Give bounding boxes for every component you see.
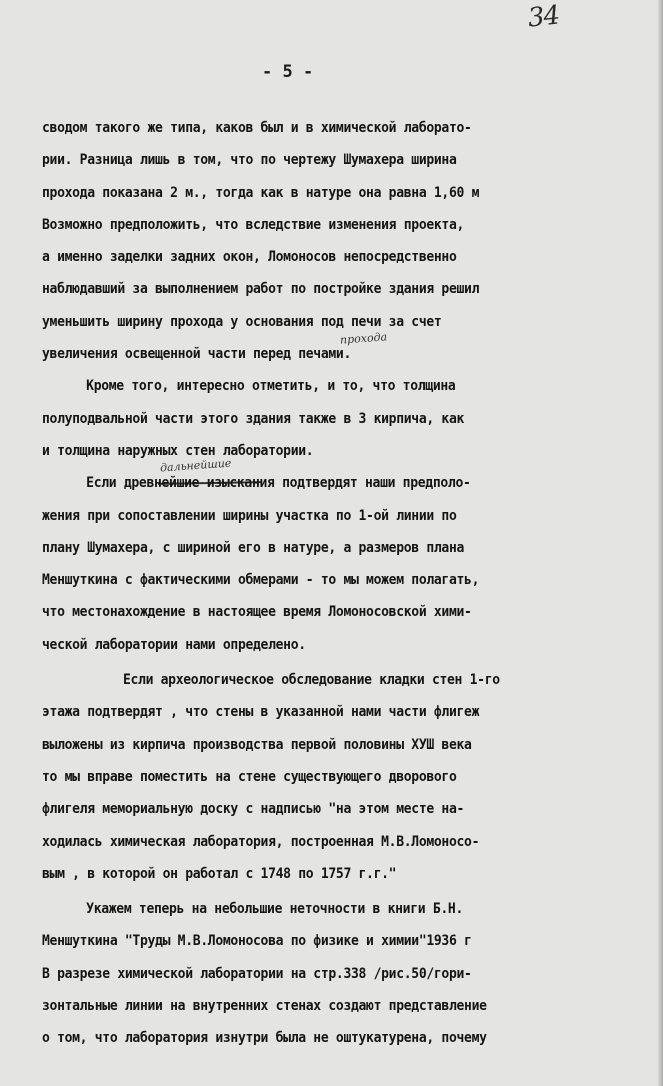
handwritten-annotation-prohoda: прохода [339,330,388,347]
text-line: Возможно предположить, что вследствие изменения проекта, [42,216,465,233]
text-line: и толщина наружных стен лаборатории. [42,442,314,459]
text-line: увеличения освещенной части перед печами. [42,346,351,363]
text-line: прохода показана 2 м., тогда как в натуре она равна 1,60 м [42,184,480,201]
text-line: наблюдавший за выполнением работ по постройке здания решил [42,281,480,298]
text-line: В разрезе химической лаборатории на стр.338 /рис.50/гори- [42,965,472,982]
text-line: полуподвальной части этого здания также в 3 кирпича, как [42,410,465,427]
text-line: Меншуткина с фактическими обмерами - то мы можем полагать, [42,572,480,589]
paragraph-first-line: Кроме того, интересно отметить, и то, что толщина [86,378,456,395]
body-text [42,112,662,1055]
text-line: а именно заделки задних окон, Ломоносов непосредственно [42,249,457,266]
text-line: что местонахождение в настоящее время Ломоносовской хими- [42,604,472,621]
text-line: этажа подтвердят , что стены в указанной нами части флигеж [42,704,480,721]
text-line: плану Шумахера, с шириной его в натуре, а размеров плана [42,539,465,556]
text-line: рии. Разница лишь в том, что по чертежу Шумахера ширина [42,152,457,169]
text-line: зонтальные линии на внутренних стенах создают представление [42,998,487,1015]
handwritten-annotation-dalneishie: дальнейшие [159,456,232,475]
text-line: о том, что лаборатория изнутри была не оштукатурена, почему [42,1030,487,1047]
text-line: уменьшить ширину прохода у основания под печи за счет [42,313,442,330]
text-line: ходилась химическая лаборатория, построенная М.В.Ломоносо- [42,833,480,850]
paragraph-first-line: Если древнейшие изыскания подтвердят наши предполо- [86,475,471,492]
text-line: вым , в которой он работал с 1748 по 1757 г.г." [42,865,397,882]
text-line: сводом такого же типа, каков был и в химической лаборато- [42,120,472,136]
page-number: - 5 - [262,62,314,82]
handwritten-page-number: 34 [526,0,561,34]
paragraph-first-line: Укажем теперь на небольшие неточности в книги Б.Н. [86,901,463,918]
page-edge-shadow [657,0,663,1086]
text-line: Меншуткина "Труды М.В.Ломоносова по физике и химии"1936 г [42,933,472,950]
paragraph-first-line: Если археологическое обследование кладки стен 1-го [122,672,500,689]
text-line: флигеля мемориальную доску с надписью "на этом месте на- [42,801,465,818]
text-line: выложены из кирпича производства первой половины ХУШ века [42,736,472,753]
text-line: ческой лаборатории нами определено. [42,636,306,653]
text-line: то мы вправе поместить на стене существующего дворового [42,768,457,785]
text-line: жения при сопоставлении ширины участка по 1-ой линии по [42,507,457,524]
